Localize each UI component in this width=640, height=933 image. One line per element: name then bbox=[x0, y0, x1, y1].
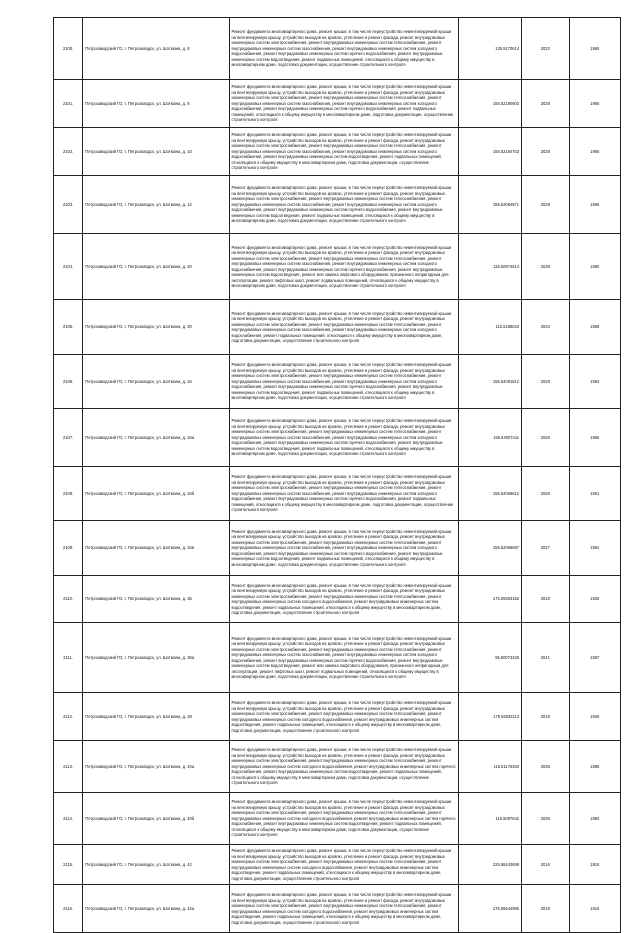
repair-cost: 135.5170614 bbox=[458, 18, 522, 80]
table-row bbox=[54, 741, 621, 793]
repair-works-list: Ремонт фундамента многоквартирного дома, ремонт крыши, в том числе переустройство невентилируемой крыши на вентилируемую крышу, устройство выходов на кровлю, утепление и ремонт фасада, ремонт внутридомовых инженерных систем электроснабжения, ремонт внутридомовых инженерных систем теплоснабжения, ремонт внутридомовых инженерных систем холодного водоснабжения, ремонт внутридомовых инженерных систем водоотведения, ремонт подвальных помещений, относящихся к общему имуществу в многоквартирном доме, подготовка документации, осуществление строительного контроля bbox=[229, 845, 458, 885]
house-address: Петрозаводский ГО, г. Петрозаводск, ул. Шотмана, д. 30 bbox=[83, 300, 229, 355]
repair-works-list: Ремонт фундамента многоквартирного дома, ремонт крыши, в том числе переустройство невентилируемой крыши на вентилируемую крышу, устройство выходов на кровлю, утепление и ремонт фасада, ремонт внутридомовых инженерных систем электроснабжения, ремонт внутридомовых инженерных систем теплоснабжения, ремонт внутридомовых инженерных систем газоснабжения, ремонт внутридомовых инженерных систем холодного водоснабжения, ремонт внутридомовых инженерных систем горячего водоснабжения, ремонт внутридомовых инженерных систем водоотведения, ремонт подвальных помещений, относящихся к общему имуществу в многоквартирном доме, подготовка документации, осуществление строительного контроля bbox=[229, 521, 458, 576]
repair-cost: 175.56032113 bbox=[458, 693, 522, 741]
row-number: 2102. bbox=[54, 128, 83, 176]
year-built: 1926 bbox=[569, 576, 621, 623]
planned-year: 2034 bbox=[522, 300, 569, 355]
house-address: Петрозаводский ГО, г. Петрозаводск, ул. Шотмана, д. 40б bbox=[83, 793, 229, 845]
year-built: 1915 bbox=[569, 845, 621, 885]
planned-year: 2028 bbox=[522, 128, 569, 176]
repair-works-list: Ремонт фундамента многоквартирного дома, ремонт крыши, в том числе переустройство невентилируемой крыши на вентилируемую крышу, устройство выходов на кровлю, утепление и ремонт фасада, ремонт внутридомовых инженерных систем электроснабжения, ремонт внутридомовых инженерных систем теплоснабжения, ремонт внутридомовых инженерных систем газоснабжения, ремонт внутридомовых инженерных систем холодного водоснабжения, ремонт внутридомовых инженерных систем горячего водоснабжения, ремонт подвальных помещений, относящихся к общему имуществу в многоквартирном доме, подготовка документации, осуществление строительного контроля bbox=[229, 467, 458, 521]
year-built: 1987 bbox=[569, 623, 621, 693]
repair-works-list: Ремонт фундамента многоквартирного дома, ремонт крыши, в том числе переустройство невентилируемой крыши на вентилируемую крышу, устройство выходов на кровлю, утепление и ремонт фасада, ремонт внутридомовых инженерных систем электроснабжения, ремонт внутридомовых инженерных систем теплоснабжения, ремонт внутридомовых инженерных систем холодного водоснабжения, ремонт внутридомовых инженерных систем горячего водоснабжения, ремонт внутридомовых инженерных систем водоотведения, ремонт подвальных помещений, относящихся к общему имуществу в многоквартирном доме, подготовка документации, осуществление строительного контроля bbox=[229, 793, 458, 845]
repair-works-list: Ремонт фундамента многоквартирного дома, ремонт крыши, в том числе переустройство невентилируемой крыши на вентилируемую крышу, устройство выходов на кровлю, утепление и ремонт фасада, ремонт внутридомовых инженерных систем электроснабжения, ремонт внутридомовых инженерных систем теплоснабжения, ремонт внутридомовых инженерных систем газоснабжения, ремонт внутридомовых инженерных систем холодного водоснабжения, ремонт внутридомовых инженерных систем горячего водоснабжения, ремонт внутридомовых инженерных систем водоотведения, ремонт подвальных помещений, относящихся к общему имуществу в многоквартирном доме, подготовка документации, осуществление строительного контроля bbox=[229, 18, 458, 80]
year-built: 1980 bbox=[569, 234, 621, 300]
year-built: 1984 bbox=[569, 793, 621, 845]
repair-cost: 155.52068697 bbox=[458, 521, 522, 576]
repair-cost: 115.5097642 bbox=[458, 793, 522, 845]
row-number: 2108. bbox=[54, 467, 83, 521]
year-built: 1966 bbox=[569, 176, 621, 234]
planned-year: 2016 bbox=[522, 845, 569, 885]
row-number: 2113. bbox=[54, 741, 83, 793]
planned-year: 2036 bbox=[522, 741, 569, 793]
house-address: Петрозаводский ГО, г. Петрозаводск, ул. Шотмана, д. 12 bbox=[83, 176, 229, 234]
register-rows bbox=[54, 18, 621, 933]
repair-works-list: Ремонт фундамента многоквартирного дома, ремонт крыши, в том числе переустройство невентилируемой крыши на вентилируемую крышу, устройство выходов на кровлю, утепление и ремонт фасада, ремонт внутридомовых инженерных систем электроснабжения, ремонт внутридомовых инженерных систем теплоснабжения, ремонт внутридомовых инженерных систем холодного водоснабжения, ремонт внутридомовых инженерных систем водоотведения, ремонт подвальных помещений, относящихся к общему имуществу в многоквартирном доме, подготовка документации, осуществление строительного контроля bbox=[229, 693, 458, 741]
year-built: 1915 bbox=[569, 885, 621, 933]
table-row bbox=[54, 521, 621, 576]
planned-year: 2027 bbox=[522, 521, 569, 576]
table-row bbox=[54, 576, 621, 623]
house-address: Петрозаводский ГО, г. Петрозаводск, ул. Шотмана, д. 42а bbox=[83, 885, 229, 933]
repair-works-list: Ремонт фундамента многоквартирного дома, ремонт крыши, в том числе переустройство невентилируемой крыши на вентилируемую крышу, устройство выходов на кровлю, утепление и ремонт фасада, ремонт внутридомовых инженерных систем электроснабжения, ремонт внутридомовых инженерных систем теплоснабжения, ремонт внутридомовых инженерных систем газоснабжения, ремонт внутридомовых инженерных систем холодного водоснабжения, ремонт внутридомовых инженерных систем горячего водоснабжения, ремонт внутридомовых инженерных систем водоотведения, ремонт подвальных помещений, относящихся к общему имуществу в многоквартирном доме, подготовка документации, осуществление строительного контроля bbox=[229, 176, 458, 234]
repair-works-list: Ремонт фундамента многоквартирного дома, ремонт крыши, в том числе переустройство невентилируемой крыши на вентилируемую крышу, устройство выходов на кровлю, утепление и ремонт фасада, ремонт внутридомовых инженерных систем электроснабжения, ремонт внутридомовых инженерных систем теплоснабжения, ремонт внутридомовых инженерных систем газоснабжения, ремонт внутридомовых инженерных систем холодного водоснабжения, ремонт подвальных помещений, относящихся к общему имуществу в многоквартирном доме, подготовка документации, осуществление строительного контроля bbox=[229, 300, 458, 355]
table-row bbox=[54, 623, 621, 693]
year-built: 1965 bbox=[569, 18, 621, 80]
row-number: 2104. bbox=[54, 234, 83, 300]
table-row bbox=[54, 176, 621, 234]
repair-works-list: Ремонт фундамента многоквартирного дома, ремонт крыши, в том числе переустройство невентилируемой крыши на вентилируемую крышу, устройство выходов на кровлю, утепление и ремонт фасада, ремонт внутридомовых инженерных систем электроснабжения, ремонт внутридомовых инженерных систем теплоснабжения, ремонт внутридомовых инженерных систем холодного водоснабжения, ремонт внутридомовых инженерных систем водоотведения, ремонт подвальных помещений, относящихся к общему имуществу в многоквартирном доме, подготовка документации, осуществление строительного контроля bbox=[229, 576, 458, 623]
row-number: 2115. bbox=[54, 845, 83, 885]
repair-cost: 115.50974514 bbox=[458, 234, 522, 300]
row-number: 2100. bbox=[54, 18, 83, 80]
house-address: Петрозаводский ГО, г. Петрозаводск, ул. Шотмана, д. 36а bbox=[83, 623, 229, 693]
repair-cost: 175.55644986 bbox=[458, 885, 522, 933]
table-row bbox=[54, 845, 621, 885]
year-built: 1961 bbox=[569, 467, 621, 521]
planned-year: 2019 bbox=[522, 885, 569, 933]
row-number: 2107. bbox=[54, 409, 83, 467]
repair-works-list: Ремонт фундамента многоквартирного дома, ремонт крыши, в том числе переустройство невентилируемой крыши на вентилируемую крышу, устройство выходов на кровлю, утепление и ремонт фасада, ремонт внутридомовых инженерных систем электроснабжения, ремонт внутридомовых инженерных систем теплоснабжения, ремонт внутридомовых инженерных систем холодного водоснабжения, ремонт внутридомовых инженерных систем горячего водоснабжения, ремонт внутридомовых инженерных систем водоотведения, ремонт подвальных помещений, относящихся к общему имуществу в многоквартирном доме, подготовка документации, осуществление строительного контроля bbox=[229, 741, 458, 793]
row-number: 2109. bbox=[54, 521, 83, 576]
table-row bbox=[54, 234, 621, 300]
row-number: 2110. bbox=[54, 576, 83, 623]
repair-works-list: Ремонт фундамента многоквартирного дома, ремонт крыши, в том числе переустройство невентилируемой крыши на вентилируемую крышу, устройство выходов на кровлю, утепление и ремонт фасада, ремонт внутридомовых инженерных систем электроснабжения, ремонт внутридомовых инженерных систем теплоснабжения, ремонт внутридомовых инженерных систем газоснабжения, ремонт внутридомовых инженерных систем холодного водоснабжения, ремонт внутридомовых инженерных систем горячего водоснабжения, ремонт внутридомовых инженерных систем водоотведения, ремонт подвальных помещений, относящихся к общему имуществу в многоквартирном доме, подготовка документации, осуществление строительного контроля bbox=[229, 355, 458, 409]
repair-cost: 175.55953162 bbox=[458, 576, 522, 623]
row-number: 2101. bbox=[54, 80, 83, 128]
planned-year: 2019 bbox=[522, 693, 569, 741]
row-number: 2103. bbox=[54, 176, 83, 234]
repair-cost: 155.53007411 bbox=[458, 409, 522, 467]
year-built: 1966 bbox=[569, 80, 621, 128]
repair-works-list: Ремонт фундамента многоквартирного дома, ремонт крыши, в том числе переустройство невентилируемой крыши на вентилируемую крышу, устройство выходов на кровлю, утепление и ремонт фасада, ремонт внутридомовых инженерных систем электроснабжения, ремонт внутридомовых инженерных систем теплоснабжения, ремонт внутридомовых инженерных систем газоснабжения, ремонт внутридомовых инженерных систем холодного водоснабжения, ремонт внутридомовых инженерных систем горячего водоснабжения, ремонт внутридомовых инженерных систем водоотведения, ремонт или замена лифтового оборудования, признанного непригодным для эксплуатации, ремонт лифтовых шахт, ремонт подвальных помещений, относящихся к общему имуществу в многоквартирном доме, подготовка документации, осуществление строительного контроля bbox=[229, 623, 458, 693]
row-number: 2116. bbox=[54, 885, 83, 933]
row-number: 2111. bbox=[54, 623, 83, 693]
house-address: Петрозаводский ГО, г. Петрозаводск, ул. Шотмана, д. 34в bbox=[83, 521, 229, 576]
repair-works-list: Ремонт фундамента многоквартирного дома, ремонт крыши, в том числе переустройство невентилируемой крыши на вентилируемую крышу, устройство выходов на кровлю, утепление и ремонт фасада, ремонт внутридомовых инженерных систем электроснабжения, ремонт внутридомовых инженерных систем теплоснабжения, ремонт внутридомовых инженерных систем газоснабжения, ремонт внутридомовых инженерных систем холодного водоснабжения, ремонт внутридомовых инженерных систем водоотведения, ремонт подвальных помещений, относящихся к общему имуществу в многоквартирном доме, подготовка документации, осуществление строительного контроля bbox=[229, 128, 458, 176]
planned-year: 2028 bbox=[522, 80, 569, 128]
repair-works-list: Ремонт фундамента многоквартирного дома, ремонт крыши, в том числе переустройство невентилируемой крыши на вентилируемую крышу, устройство выходов на кровлю, утепление и ремонт фасада, ремонт внутридомовых инженерных систем электроснабжения, ремонт внутридомовых инженерных систем теплоснабжения, ремонт внутридомовых инженерных систем газоснабжения, ремонт внутридомовых инженерных систем холодного водоснабжения, ремонт внутридомовых инженерных систем горячего водоснабжения, ремонт подвальных помещений, относящихся к общему имуществу в многоквартирном доме, подготовка документации, осуществление строительного контроля bbox=[229, 80, 458, 128]
house-address: Петрозаводский ГО, г. Петрозаводск, ул. Шотмана, д. 42 bbox=[83, 845, 229, 885]
house-address: Петрозаводский ГО, г. Петрозаводск, ул. Шотмана, д. 20 bbox=[83, 234, 229, 300]
house-address: Петрозаводский ГО, г. Петрозаводск, ул. Шотмана, д. 36 bbox=[83, 576, 229, 623]
house-address: Петрозаводский ГО, г. Петрозаводск, ул. Шотмана, д. 34 bbox=[83, 355, 229, 409]
year-built: 1926 bbox=[569, 693, 621, 741]
house-address: Петрозаводский ГО, г. Петрозаводск, ул. Шотмана, д. 8 bbox=[83, 18, 229, 80]
table-row bbox=[54, 80, 621, 128]
repair-works-list: Ремонт фундамента многоквартирного дома, ремонт крыши, в том числе переустройство невентилируемой крыши на вентилируемую крышу, устройство выходов на кровлю, утепление и ремонт фасада, ремонт внутридомовых инженерных систем электроснабжения, ремонт внутридомовых инженерных систем теплоснабжения, ремонт внутридомовых инженерных систем газоснабжения, ремонт внутридомовых инженерных систем холодного водоснабжения, ремонт внутридомовых инженерных систем горячего водоснабжения, ремонт внутридомовых инженерных систем водоотведения, ремонт или замена лифтового оборудования, признанного непригодным для эксплуатации, ремонт лифтовых шахт, ремонт подвальных помещений, относящихся к общему имуществу в многоквартирном доме, подготовка документации, осуществление строительного контроля bbox=[229, 234, 458, 300]
repair-cost: 155.52190603 bbox=[458, 80, 522, 128]
repair-cost: 115.5188044 bbox=[458, 300, 522, 355]
repair-cost: 95.50073436 bbox=[458, 623, 522, 693]
planned-year: 2036 bbox=[522, 793, 569, 845]
table-row bbox=[54, 355, 621, 409]
row-number: 2114. bbox=[54, 793, 83, 845]
table-row bbox=[54, 128, 621, 176]
row-number: 2112. bbox=[54, 693, 83, 741]
row-number: 2106. bbox=[54, 355, 83, 409]
repair-cost: 115.51176493 bbox=[458, 741, 522, 793]
table-row bbox=[54, 467, 621, 521]
house-address: Петрозаводский ГО, г. Петрозаводск, ул. Шотмана, д. 38 bbox=[83, 693, 229, 741]
repair-cost: 225.58443699 bbox=[458, 845, 522, 885]
table-row bbox=[54, 793, 621, 845]
year-built: 1965 bbox=[569, 409, 621, 467]
house-address: Петрозаводский ГО, г. Петрозаводск, ул. Шотмана, д. 40а bbox=[83, 741, 229, 793]
planned-year: 2026 bbox=[522, 409, 569, 467]
repair-works-list: Ремонт фундамента многоквартирного дома, ремонт крыши, в том числе переустройство невентилируемой крыши на вентилируемую крышу, устройство выходов на кровлю, утепление и ремонт фасада, ремонт внутридомовых инженерных систем электроснабжения, ремонт внутридомовых инженерных систем теплоснабжения, ремонт внутридомовых инженерных систем газоснабжения, ремонт внутридомовых инженерных систем холодного водоснабжения, ремонт внутридомовых инженерных систем горячего водоснабжения, ремонт внутридомовых инженерных систем водоотведения, ремонт подвальных помещений, относящихся к общему имуществу в многоквартирном доме, подготовка документации, осуществление строительного контроля bbox=[229, 409, 458, 467]
house-address: Петрозаводский ГО, г. Петрозаводск, ул. Шотмана, д. 10 bbox=[83, 128, 229, 176]
planned-year: 2022 bbox=[522, 18, 569, 80]
repair-cost: 155.54091512 bbox=[458, 355, 522, 409]
year-built: 1985 bbox=[569, 741, 621, 793]
planned-year: 2038 bbox=[522, 234, 569, 300]
year-built: 1966 bbox=[569, 128, 621, 176]
repair-works-list: Ремонт фундамента многоквартирного дома, ремонт крыши, в том числе переустройство невентилируемой крыши на вентилируемую крышу, устройство выходов на кровлю, утепление и ремонт фасада, ремонт внутридомовых инженерных систем электроснабжения, ремонт внутридомовых инженерных систем теплоснабжения, ремонт внутридомовых инженерных систем холодного водоснабжения, ремонт внутридомовых инженерных систем водоотведения, ремонт подвальных помещений, относящихся к общему имуществу в многоквартирном доме, подготовка документации, осуществление строительного контроля bbox=[229, 885, 458, 933]
planned-year: 2041 bbox=[522, 623, 569, 693]
repair-cost: 155.52069612 bbox=[458, 467, 522, 521]
year-built: 1968 bbox=[569, 300, 621, 355]
repair-cost: 155.52194703 bbox=[458, 128, 522, 176]
table-row bbox=[54, 693, 621, 741]
capital-repair-register-table bbox=[53, 17, 621, 933]
house-address: Петрозаводский ГО, г. Петрозаводск, ул. Шотмана, д. 34б bbox=[83, 467, 229, 521]
table-row bbox=[54, 409, 621, 467]
house-address: Петрозаводский ГО, г. Петрозаводск, ул. Шотмана, д. 9 bbox=[83, 80, 229, 128]
planned-year: 2028 bbox=[522, 176, 569, 234]
planned-year: 2026 bbox=[522, 467, 569, 521]
house-address: Петрозаводский ГО, г. Петрозаводск, ул. Шотмана, д. 34а bbox=[83, 409, 229, 467]
row-number: 2105. bbox=[54, 300, 83, 355]
year-built: 1962 bbox=[569, 521, 621, 576]
repair-cost: 155.52084871 bbox=[458, 176, 522, 234]
planned-year: 2028 bbox=[522, 355, 569, 409]
table-row bbox=[54, 885, 621, 933]
table-row bbox=[54, 300, 621, 355]
year-built: 1963 bbox=[569, 355, 621, 409]
table-row bbox=[54, 18, 621, 80]
planned-year: 2019 bbox=[522, 576, 569, 623]
